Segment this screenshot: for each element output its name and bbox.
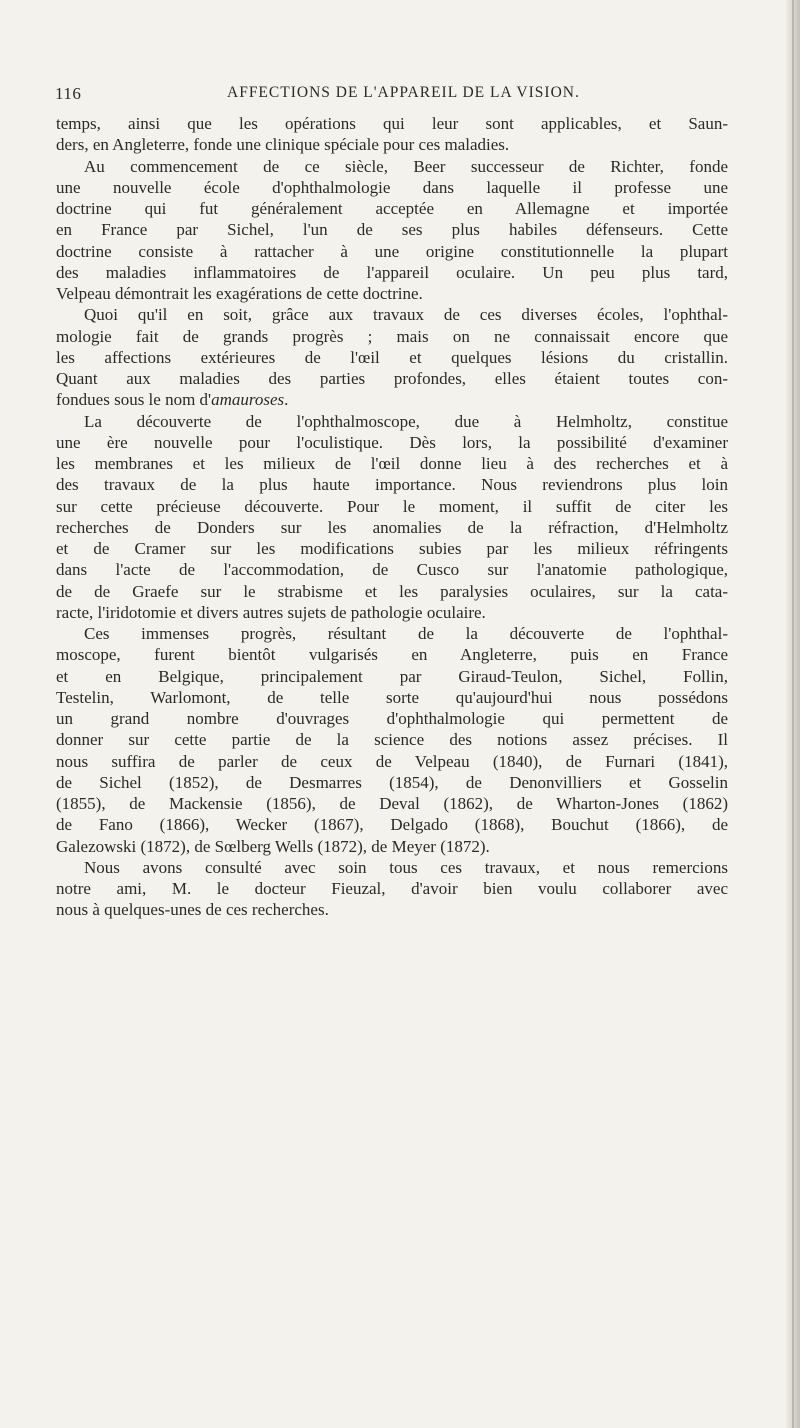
text-line: moscope, furent bientôt vulgarisés en Angleterre, puis en France bbox=[56, 645, 728, 665]
page-header bbox=[55, 84, 715, 106]
text-line: donner sur cette partie de la science des notions assez précises. Il bbox=[56, 730, 728, 750]
text-line: et en Belgique, principalement par Giraud-Teulon, Sichel, Follin, bbox=[56, 666, 728, 686]
body-text bbox=[56, 113, 728, 921]
text-line: de de Graefe sur le strabisme et les paralysies oculaires, sur la cata- bbox=[56, 581, 728, 601]
text-line: en France par Sichel, l'un de ses plus habiles défenseurs. Cette bbox=[56, 220, 728, 240]
italic-term: amauroses bbox=[211, 390, 285, 410]
text-line: ders, en Angleterre, fonde une clinique spéciale pour ces maladies. bbox=[56, 135, 510, 155]
text-line: de Sichel (1852), de Desmarres (1854), de Denonvilliers et Gosselin bbox=[56, 772, 728, 792]
text-line: un grand nombre d'ouvrages d'ophthalmologie qui permettent de bbox=[56, 709, 728, 728]
text-line: temps, ainsi que les opérations qui leur sont applicables, et Saun- bbox=[56, 114, 728, 133]
text-line: Quoi qu'il en soit, grâce aux travaux de ces diverses écoles, l'ophthal- bbox=[84, 305, 728, 325]
text-line: sur cette précieuse découverte. Pour le moment, il suffit de citer les bbox=[56, 496, 728, 516]
text-line: doctrine consiste à rattacher à une origine constitutionnelle la plupart bbox=[56, 241, 728, 261]
text-line: une ère nouvelle pour l'oculistique. Dès lors, la possibilité d'examiner bbox=[56, 432, 728, 452]
text-line: les membranes et les milieux de l'œil donne lieu à des recherches et à bbox=[56, 454, 728, 473]
text-line: nous suffira de parler de ceux de Velpeau (1840), de Furnari (1841), bbox=[56, 751, 728, 771]
text-line: doctrine qui fut généralement acceptée en Allemagne et importée bbox=[56, 199, 728, 218]
text-line: Velpeau démontrait les exagérations de cette doctrine. bbox=[56, 284, 423, 303]
text-line-head: fondues sous le nom d' bbox=[56, 390, 212, 410]
text-line: des travaux de la plus haute importance. Nous reviendrons plus loin bbox=[56, 475, 728, 495]
text-line: Testelin, Warlomont, de telle sorte qu'aujourd'hui nous possédons bbox=[56, 687, 728, 707]
text-line: Galezowski (1872), de Sœlberg Wells (1872), de Meyer (1872). bbox=[56, 836, 490, 856]
page-edge-line bbox=[792, 0, 794, 1428]
text-line: dans l'acte de l'accommodation, de Cusco sur l'anatomie pathologique, bbox=[56, 560, 728, 580]
text-line: une nouvelle école d'ophthalmologie dans laquelle il professe une bbox=[56, 177, 728, 197]
text-line-with-italic bbox=[56, 389, 728, 410]
text-line: Au commencement de ce siècle, Beer successeur de Richter, fonde bbox=[84, 156, 728, 176]
text-line: les affections extérieures de l'œil et quelques lésions du cristallin. bbox=[56, 347, 728, 367]
text-line: La découverte de l'ophthalmoscope, due à Helmholtz, constitue bbox=[84, 411, 728, 431]
text-line: de Fano (1866), Wecker (1867), Delgado (1868), Bouchut (1866), de bbox=[56, 815, 728, 835]
text-line-tail: . bbox=[284, 390, 289, 410]
text-line: (1855), de Mackensie (1856), de Deval (1862), de Wharton-Jones (1862) bbox=[56, 794, 728, 813]
text-line: nous à quelques-unes de ces recherches. bbox=[56, 900, 329, 920]
text-line: mologie fait de grands progrès ; mais on ne connaissait encore que bbox=[56, 326, 728, 346]
text-line: Quant aux maladies des parties profondes, elles étaient toutes con- bbox=[56, 369, 728, 388]
text-line: recherches de Donders sur les anomalies de la réfraction, d'Helmholtz bbox=[56, 517, 728, 537]
text-line: racte, l'iridotomie et divers autres sujets de pathologie oculaire. bbox=[56, 602, 486, 622]
running-title: AFFECTIONS DE L'APPAREIL DE LA VISION. bbox=[227, 84, 580, 101]
text-line: Nous avons consulté avec soin tous ces travaux, et nous remercions bbox=[84, 857, 728, 877]
text-line: Ces immenses progrès, résultant de la découverte de l'ophthal- bbox=[84, 624, 728, 643]
text-line: notre ami, M. le docteur Fieuzal, d'avoir bien voulu collaborer avec bbox=[56, 879, 728, 898]
text-line: des maladies inflammatoires de l'appareil oculaire. Un peu plus tard, bbox=[56, 262, 728, 282]
page-number: 116 bbox=[55, 84, 82, 103]
text-line: et de Cramer sur les modifications subies par les milieux réfringents bbox=[56, 539, 728, 558]
